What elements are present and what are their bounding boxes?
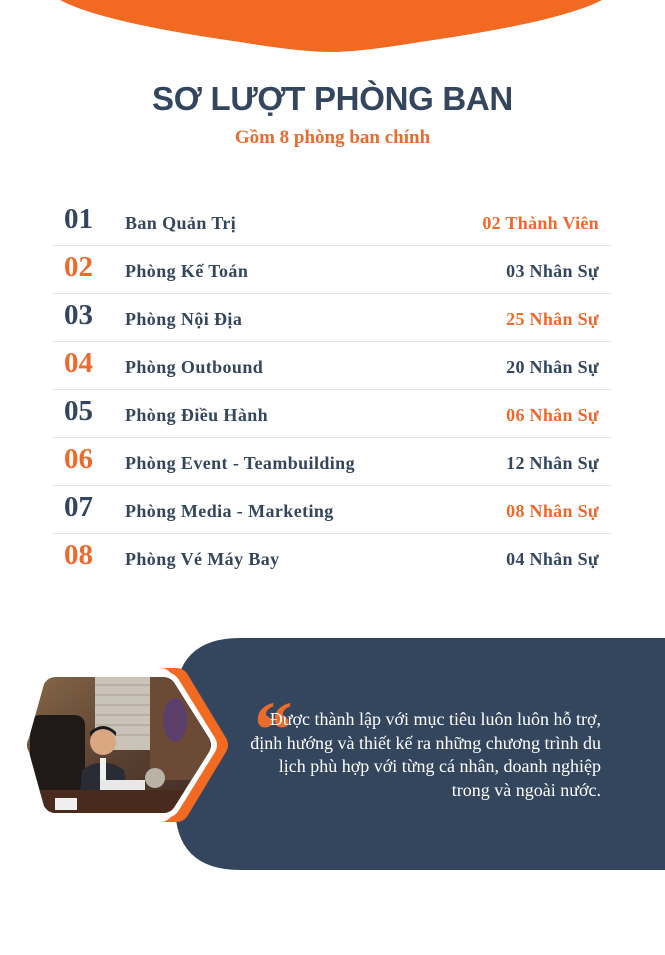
department-name: Phòng Vé Máy Bay	[125, 549, 280, 569]
department-number: 02	[64, 251, 93, 283]
department-row	[53, 294, 611, 342]
department-number: 04	[64, 347, 93, 379]
department-row	[53, 486, 611, 534]
department-row	[53, 438, 611, 486]
top-orange-banner	[0, 0, 665, 60]
department-count: 20 Nhân Sự	[506, 357, 599, 377]
page-subtitle: Gồm 8 phòng ban chính	[234, 127, 431, 148]
department-name: Ban Quản Trị	[125, 213, 237, 233]
department-number: 06	[64, 443, 93, 475]
department-row	[53, 342, 611, 390]
department-count: 08 Nhân Sự	[506, 501, 599, 521]
department-number: 03	[64, 299, 93, 331]
department-count: 03 Nhân Sự	[506, 261, 599, 281]
department-row	[53, 390, 611, 438]
department-count: 12 Nhân Sự	[506, 453, 599, 473]
department-name: Phòng Nội Địa	[125, 309, 243, 329]
quote-text: Được thành lập với mục tiêu luôn luôn hỗ trợ, định hướng và thiết kế ra những chương trình du lịch phù hợp với từng cá nhân, doanh nghiệp trong và ngoài nước.	[250, 709, 601, 800]
department-count: 25 Nhân Sự	[506, 309, 599, 329]
department-count: 02 Thành Viên	[482, 213, 599, 233]
department-number: 05	[64, 395, 93, 427]
quote-mark-icon: “	[250, 684, 291, 775]
department-number: 08	[64, 539, 93, 571]
department-number: 07	[64, 491, 93, 523]
department-name: Phòng Kế Toán	[125, 261, 249, 281]
department-row	[53, 534, 611, 581]
department-row	[53, 246, 611, 294]
department-name: Phòng Media - Marketing	[125, 501, 334, 521]
department-count: 06 Nhân Sự	[506, 405, 599, 425]
department-count: 04 Nhân Sự	[506, 549, 599, 569]
department-list	[53, 198, 611, 581]
page-title: SƠ LƯỢT PHÒNG BAN	[152, 80, 513, 117]
department-name: Phòng Điều Hành	[125, 405, 269, 425]
quote-section	[0, 630, 665, 875]
department-number: 01	[64, 203, 93, 235]
department-row	[53, 198, 611, 246]
department-name: Phòng Event - Teambuilding	[125, 453, 355, 473]
department-name: Phòng Outbound	[125, 357, 264, 377]
